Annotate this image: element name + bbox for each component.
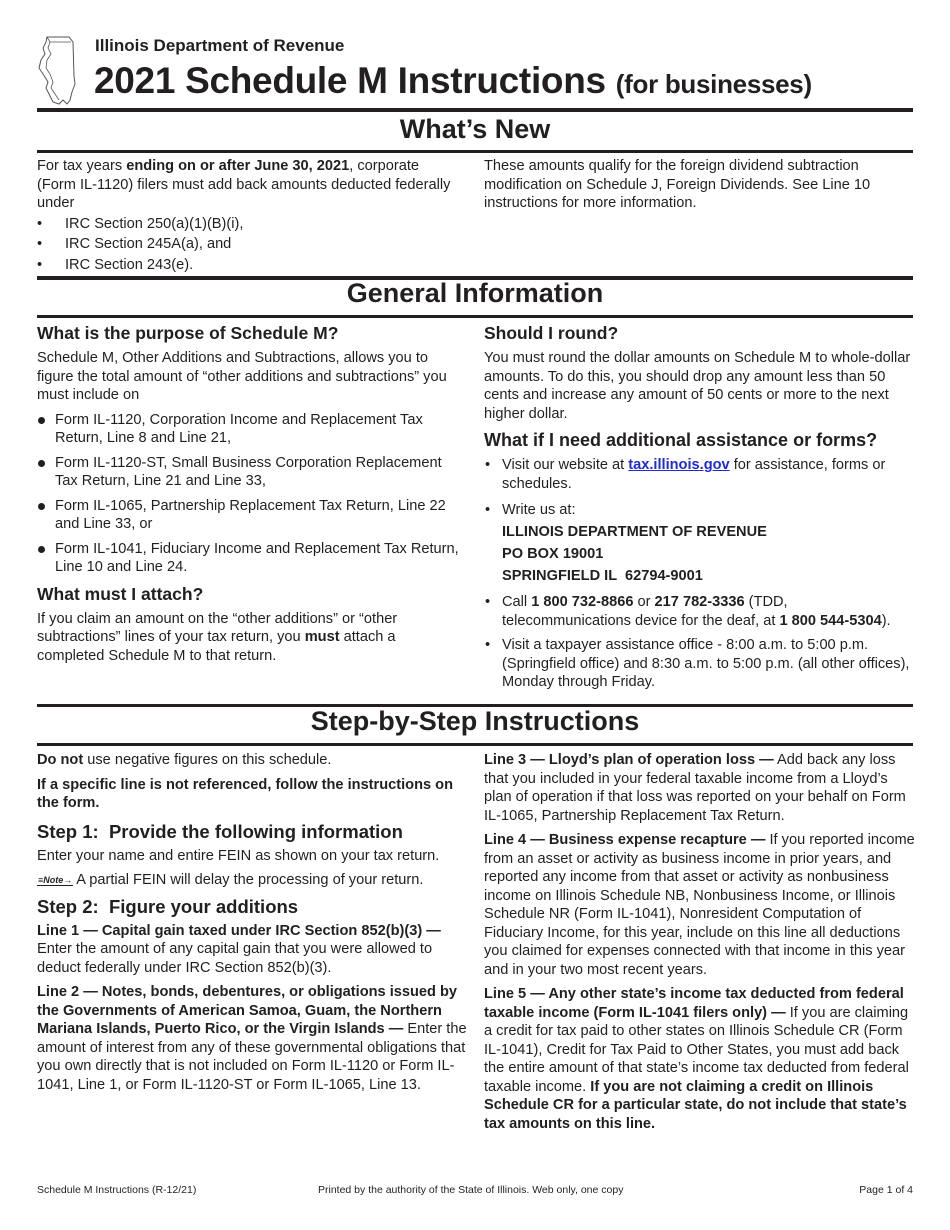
list-item-website: • Visit our website at tax.illinois.gov for assistance, forms or schedules. <box>485 457 886 492</box>
step1-text: Enter your name and entire FEIN as shown on your tax return. <box>37 847 440 864</box>
steps-right-column <box>484 751 916 1139</box>
step-by-step-heading: Step-by-Step Instructions <box>310 706 640 736</box>
round-text: You must round the dollar amounts on Schedule M to whole-dollar amounts. To do this, you should drop any amount less than 50 cents and increase any amount of 50 cents or more to the next higher dollar. <box>484 350 911 422</box>
line5-instructions: Line 5 — Any other state’s income tax deducted from federal taxable income (Form IL-1041 filers only) — If you are claiming a credit for tax paid to other states on Illinois Schedule CR (Form IL-1041), Credit for Tax Paid to Other States, you must add back the entire amount of that state’s income tax deducted from federal taxable income. If you are not claiming a credit on Illinois Schedule CR for a particular state, do not include that state’s tax amounts on this line. <box>484 986 909 1132</box>
title-suffix: (for businesses) <box>615 69 812 99</box>
list-item-phone: • Call 1 800 732-8866 or 217 782-3336 (TDD, telecommunications device for the deaf, at 1 800 544-5304). <box>485 594 891 629</box>
list-item: Form IL-1041, Fiduciary Income and Replacement Tax Return, Line 10 and Line 24. <box>37 540 461 577</box>
address-line-2: PO BOX 19001 <box>502 546 604 562</box>
page-title <box>94 60 812 102</box>
general-info-right-column <box>484 322 914 698</box>
line3-instructions: Line 3 — Lloyd’s plan of operation loss — Add back any loss that you included in your federal taxable income from a Lloyd’s plan of operation if that loss was reported on your behalf on Form IL-1065, Partnership Replacement Tax Return. <box>484 752 906 824</box>
whats-new-intro: For tax years ending on or after June 30, 2021, corporate (Form IL-1120) filers must add back amounts deducted federally under <box>37 158 451 211</box>
steps-left-column <box>37 751 467 1100</box>
list-item: • IRC Section 250(a)(1)(B)(i), <box>37 215 244 232</box>
purpose-heading: What is the purpose of Schedule M? <box>37 323 339 343</box>
title-main: 2021 Schedule M Instructions <box>94 60 606 101</box>
line4-instructions: Line 4 — Business expense recapture — If you reported income from an asset or activity as business income in prior years, and reported any income from that asset or activity as nonbusiness income on Illinois Schedule NB, Nonbusiness Income, or Illinois Schedule NR (Form IL-1041), Nonresident Computation of Fiduciary Income, for this year, include on this line all deductions you claimed for expenses connected with that income in this year and in your two most recent years. <box>484 832 915 978</box>
note-arrow-icon: ≡Note→ <box>38 875 73 885</box>
list-item: Form IL-1120-ST, Small Business Corporation Replacement Tax Return, Line 21 and Line 33, <box>37 454 461 491</box>
whats-new-left-column <box>37 157 457 274</box>
purpose-text: Schedule M, Other Additions and Subtractions, allows you to figure the total amount of “other additions and subtractions” you must include on <box>37 350 447 403</box>
footer-form-id: Schedule M Instructions (R-12/21) <box>37 1184 197 1196</box>
list-item: Form IL-1065, Partnership Replacement Tax Return, Line 22 and Line 33, or <box>37 497 461 534</box>
phone-number-tdd: 1 800 544-5304 <box>779 612 882 629</box>
document-header <box>37 34 913 108</box>
phone-number-2: 217 782-3336 <box>654 594 745 610</box>
assistance-heading: What if I need additional assistance or forms? <box>484 430 878 450</box>
whats-new-divider <box>37 150 913 153</box>
address-line-1: ILLINOIS DEPARTMENT OF REVENUE <box>502 524 767 540</box>
general-info-heading: General Information <box>346 278 604 308</box>
list-item-mailing-address: • Write us at: ILLINOIS DEPARTMENT OF REVENUE PO BOX 19001 SPRINGFIELD IL 62794-9001 <box>484 499 914 587</box>
step1-heading: Step 1: Provide the following information <box>37 820 403 842</box>
step1-note: ≡Note→ A partial FEIN will delay the processing of your return. <box>38 872 424 888</box>
whats-new-right-column <box>484 157 914 219</box>
address-line-3: SPRINGFIELD IL 62794-9001 <box>502 568 703 584</box>
list-item: Form IL-1120, Corporation Income and Replacement Tax Return, Line 8 and Line 21, <box>37 411 461 448</box>
step-by-step-divider <box>37 743 913 746</box>
attach-heading: What must I attach? <box>37 583 204 604</box>
round-heading: Should I round? <box>484 323 619 343</box>
header-divider <box>37 108 913 112</box>
attach-text: If you claim an amount on the “other additions” or “other subtractions” lines of your tax return, you must attach a completed Schedule M to that return. <box>37 610 398 664</box>
list-item: • IRC Section 243(e). <box>37 256 194 273</box>
negative-figures-note: Do not use negative figures on this schedule. <box>37 752 332 768</box>
general-info-left-column <box>37 322 461 671</box>
not-referenced-note: If a specific line is not referenced, follow the instructions on the form. <box>37 776 453 811</box>
website-link[interactable]: tax.illinois.gov <box>628 457 730 473</box>
footer-authority: Printed by the authority of the State of Illinois. Web only, one copy <box>318 1184 624 1196</box>
illinois-state-outline-icon <box>37 34 81 106</box>
step2-heading: Step 2: Figure your additions <box>37 895 299 917</box>
footer-page-number: Page 1 of 4 <box>859 1184 913 1196</box>
list-item: • IRC Section 245A(a), and <box>37 236 232 252</box>
list-item-office: • Visit a taxpayer assistance office - 8:00 a.m. to 5:00 p.m. (Springfield office) and 8:30 a.m. to 5:00 p.m. (all other offices), Monday through Friday. <box>485 637 910 690</box>
whats-new-heading: What’s New <box>399 114 551 144</box>
line2-instructions: Line 2 — Notes, bonds, debentures, or obligations issued by the Governments of American Samoa, Guam, the Northern Mariana Islands, Puerto Rico, or the Virgin Islands — Enter the amount of interest from any of these governmental obligations that you own directly that is not included on Form IL-1120 or Form IL-1041, Line 1, or Form IL-1120-ST or Form IL-1065, Line 13. <box>37 984 467 1093</box>
department-name: Illinois Department of Revenue <box>95 36 345 55</box>
general-info-divider <box>37 315 913 318</box>
phone-number-1: 1 800 732-8866 <box>531 594 634 610</box>
line1-instructions: Line 1 — Capital gain taxed under IRC Section 852(b)(3) — Enter the amount of any capital gain that you were allowed to deduct federally under IRC Section 852(b)(3). <box>37 922 441 976</box>
whats-new-note: These amounts qualify for the foreign dividend subtraction modification on Schedule J, Foreign Dividends. See Line 10 instructions for more information. <box>484 158 871 211</box>
